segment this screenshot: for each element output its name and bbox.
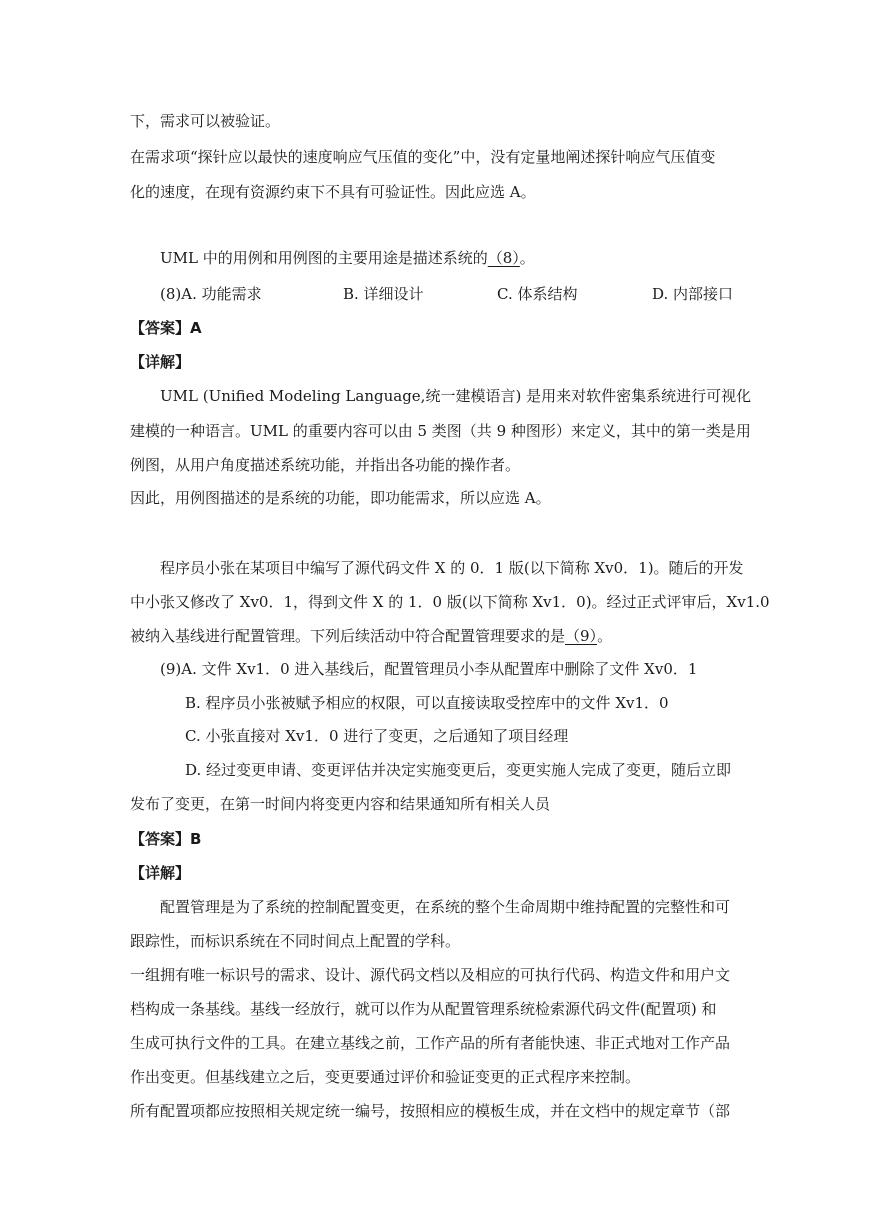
question-9-blank: （9） (565, 627, 598, 645)
paragraph-line: 作出变更。但基线建立之后，变更要通过评价和验证变更的正式程序来控制。 (130, 1068, 641, 1086)
paragraph-line: 例图，从用户角度描述系统功能，并指出各功能的操作者。 (130, 456, 521, 474)
question-8-stem-text: UML 中的用例和用例图的主要用途是描述系统的 (160, 249, 488, 267)
paragraph-line: 程序员小张在某项目中编写了源代码文件 X 的 0．1 版(以下简称 Xv0．1)。随后的开发 (160, 559, 744, 577)
paragraph-line: 建模的一种语言。UML 的重要内容可以由 5 类图（共 9 种图形）来定义，其中的第一类是用 (130, 422, 751, 440)
paragraph-line: 生成可执行文件的工具。在建立基线之前，工作产品的所有者能快速、非正式地对工作产品 (130, 1034, 731, 1052)
question-9-option-d: D. 经过变更申请、变更评估并决定实施变更后，变更实施人完成了变更，随后立即 (185, 761, 732, 779)
question-9-explain-label: 【详解】 (130, 864, 191, 882)
paragraph-line: 中小张又修改了 Xv0．1，得到文件 X 的 1．0 版(以下简称 Xv1．0)。经过正式评审后，Xv1.0 (130, 593, 770, 611)
question-9-option-c: C. 小张直接对 Xv1．0 进行了变更，之后通知了项目经理 (185, 727, 569, 745)
paragraph-line: UML (Unified Modeling Language,统一建模语言) 是用来对软件密集系统进行可视化 (160, 387, 752, 405)
paragraph-line: 配置管理是为了系统的控制配置变更，在系统的整个生命周期中维持配置的完整性和可 (160, 898, 731, 916)
paragraph-line: 下，需求可以被验证。 (130, 112, 281, 130)
question-8-stem-end: 。 (519, 249, 535, 267)
question-9-option-d-cont: 发布了变更，在第一时间内将变更内容和结果通知所有相关人员 (130, 795, 551, 813)
question-9-stem-text: 被纳入基线进行配置管理。下列后续活动中符合配置管理要求的是 (130, 627, 566, 645)
question-8-answer: 【答案】A (130, 319, 202, 337)
paragraph-line: 化的速度，在现有资源约束下不具有可验证性。因此应选 A。 (130, 183, 536, 201)
question-8-explain-label: 【详解】 (130, 353, 191, 371)
question-8-stem (160, 247, 535, 269)
paragraph-line: 在需求项“探针应以最快的速度响应气压值的变化”中，没有定量地阐述探针响应气压值变 (130, 148, 716, 166)
paragraph-line: 因此，用例图描述的是系统的功能，即功能需求，所以应选 A。 (130, 489, 551, 507)
paragraph-line: 档构成一条基线。基线一经放行，就可以作为从配置管理系统检索源代码文件(配置项) 和 (130, 1000, 717, 1018)
question-9-option-a: (9)A. 文件 Xv1．0 进入基线后，配置管理员小李从配置库中删除了文件 Xv0．1 (160, 660, 698, 678)
question-8-option-a: (8)A. 功能需求 (160, 285, 262, 303)
question-9-stem-line3 (130, 625, 612, 647)
paragraph-line: 跟踪性，而标识系统在不同时间点上配置的学科。 (130, 932, 461, 950)
paragraph-line: 一组拥有唯一标识号的需求、设计、源代码文档以及相应的可执行代码、构造文件和用户文 (130, 966, 731, 984)
question-9-stem-end: 。 (597, 627, 613, 645)
question-8-option-c: C. 体系结构 (497, 285, 578, 303)
question-8-blank: （8） (487, 249, 520, 267)
paragraph-line: 所有配置项都应按照相关规定统一编号，按照相应的模板生成，并在文档中的规定章节（部 (130, 1102, 731, 1120)
question-8-option-b: B. 详细设计 (343, 285, 424, 303)
question-8-option-d: D. 内部接口 (652, 285, 734, 303)
question-9-answer: 【答案】B (130, 830, 202, 848)
question-9-option-b: B. 程序员小张被赋予相应的权限，可以直接读取受控库中的文件 Xv1．0 (185, 694, 669, 712)
